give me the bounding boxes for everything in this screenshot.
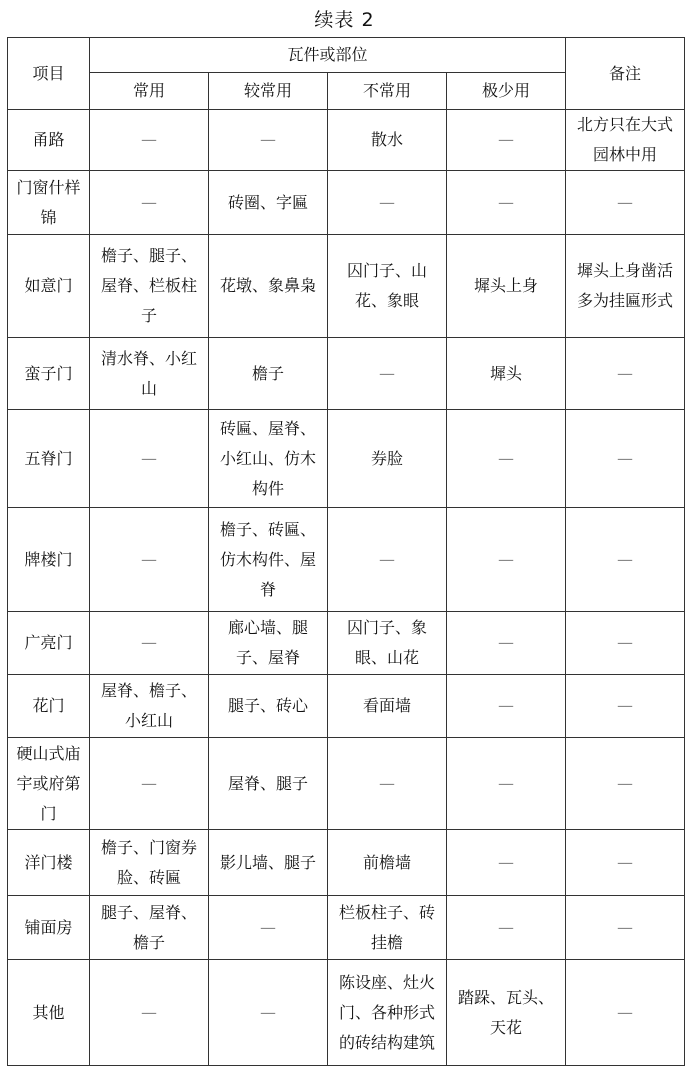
cell-uncommon: — [328, 338, 447, 410]
table-row [8, 675, 685, 738]
table-row [8, 612, 685, 675]
cell-rare: — [447, 675, 566, 738]
cell-common: — [90, 960, 209, 1066]
cell-note: 墀头上身凿活多为挂匾形式 [566, 235, 685, 338]
table-row [8, 508, 685, 612]
cell-item: 甬路 [8, 110, 90, 171]
cell-frequent: 花墩、象鼻枭 [209, 235, 328, 338]
cell-common: 清水脊、小红山 [90, 338, 209, 410]
cell-rare: — [447, 612, 566, 675]
cell-uncommon: 囚门子、象眼、山花 [328, 612, 447, 675]
cell-frequent: 廊心墙、腿子、屋脊 [209, 612, 328, 675]
table-body [8, 110, 685, 1066]
cell-uncommon: 陈设座、灶火门、各种形式的砖结构建筑 [328, 960, 447, 1066]
header-item: 项目 [8, 38, 90, 110]
header-group: 瓦件或部位 [90, 38, 566, 73]
cell-item: 牌楼门 [8, 508, 90, 612]
cell-note: 北方只在大式园林中用 [566, 110, 685, 171]
cell-item: 广亮门 [8, 612, 90, 675]
cell-note: — [566, 675, 685, 738]
table-row [8, 830, 685, 896]
cell-rare: — [447, 410, 566, 508]
cell-frequent: 檐子 [209, 338, 328, 410]
cell-note: — [566, 738, 685, 830]
cell-note: — [566, 171, 685, 235]
cell-note: — [566, 830, 685, 896]
cell-frequent: 屋脊、腿子 [209, 738, 328, 830]
cell-frequent: 砖圈、字匾 [209, 171, 328, 235]
cell-rare: — [447, 110, 566, 171]
cell-uncommon: — [328, 738, 447, 830]
cell-common: — [90, 508, 209, 612]
cell-item: 铺面房 [8, 896, 90, 960]
cell-uncommon: — [328, 508, 447, 612]
cell-frequent: — [209, 110, 328, 171]
cell-note: — [566, 960, 685, 1066]
cell-note: — [566, 612, 685, 675]
cell-item: 花门 [8, 675, 90, 738]
table-row [8, 171, 685, 235]
table-row [8, 338, 685, 410]
cell-frequent: 檐子、砖匾、仿木构件、屋脊 [209, 508, 328, 612]
cell-uncommon: 券脸 [328, 410, 447, 508]
cell-common: 檐子、门窗券脸、砖匾 [90, 830, 209, 896]
cell-frequent: — [209, 960, 328, 1066]
cell-common: — [90, 738, 209, 830]
cell-item: 五脊门 [8, 410, 90, 508]
cell-rare: — [447, 508, 566, 612]
cell-frequent: 影儿墙、腿子 [209, 830, 328, 896]
cell-uncommon: 栏板柱子、砖挂檐 [328, 896, 447, 960]
cell-uncommon: — [328, 171, 447, 235]
cell-common: — [90, 171, 209, 235]
cell-note: — [566, 338, 685, 410]
table-row [8, 738, 685, 830]
cell-note: — [566, 896, 685, 960]
cell-rare: 墀头上身 [447, 235, 566, 338]
cell-item: 蛮子门 [8, 338, 90, 410]
header-rare: 极少用 [447, 73, 566, 110]
cell-common: 檐子、腿子、屋脊、栏板柱子 [90, 235, 209, 338]
cell-frequent: — [209, 896, 328, 960]
cell-uncommon: 看面墙 [328, 675, 447, 738]
cell-item: 洋门楼 [8, 830, 90, 896]
cell-rare: — [447, 171, 566, 235]
cell-common: 腿子、屋脊、檐子 [90, 896, 209, 960]
table-row [8, 235, 685, 338]
cell-note: — [566, 410, 685, 508]
cell-common: — [90, 110, 209, 171]
data-table [7, 37, 685, 1066]
table-row [8, 110, 685, 171]
cell-rare: — [447, 830, 566, 896]
header-note: 备注 [566, 38, 685, 110]
header-frequent: 较常用 [209, 73, 328, 110]
cell-uncommon: 散水 [328, 110, 447, 171]
cell-item: 其他 [8, 960, 90, 1066]
cell-item: 硬山式庙宇或府第门 [8, 738, 90, 830]
cell-rare: — [447, 896, 566, 960]
header-uncommon: 不常用 [328, 73, 447, 110]
cell-frequent: 砖匾、屋脊、小红山、仿木构件 [209, 410, 328, 508]
cell-uncommon: 前檐墙 [328, 830, 447, 896]
table-row [8, 410, 685, 508]
table-row [8, 896, 685, 960]
cell-rare: — [447, 738, 566, 830]
table-row [8, 960, 685, 1066]
cell-note: — [566, 508, 685, 612]
cell-common: — [90, 612, 209, 675]
cell-rare: 墀头 [447, 338, 566, 410]
cell-item: 门窗什样锦 [8, 171, 90, 235]
cell-frequent: 腿子、砖心 [209, 675, 328, 738]
cell-rare: 踏跺、瓦头、天花 [447, 960, 566, 1066]
cell-common: 屋脊、檐子、小红山 [90, 675, 209, 738]
cell-common: — [90, 410, 209, 508]
cell-item: 如意门 [8, 235, 90, 338]
cell-uncommon: 囚门子、山花、象眼 [328, 235, 447, 338]
header-common: 常用 [90, 73, 209, 110]
table-title: 续表 2 [314, 9, 375, 31]
